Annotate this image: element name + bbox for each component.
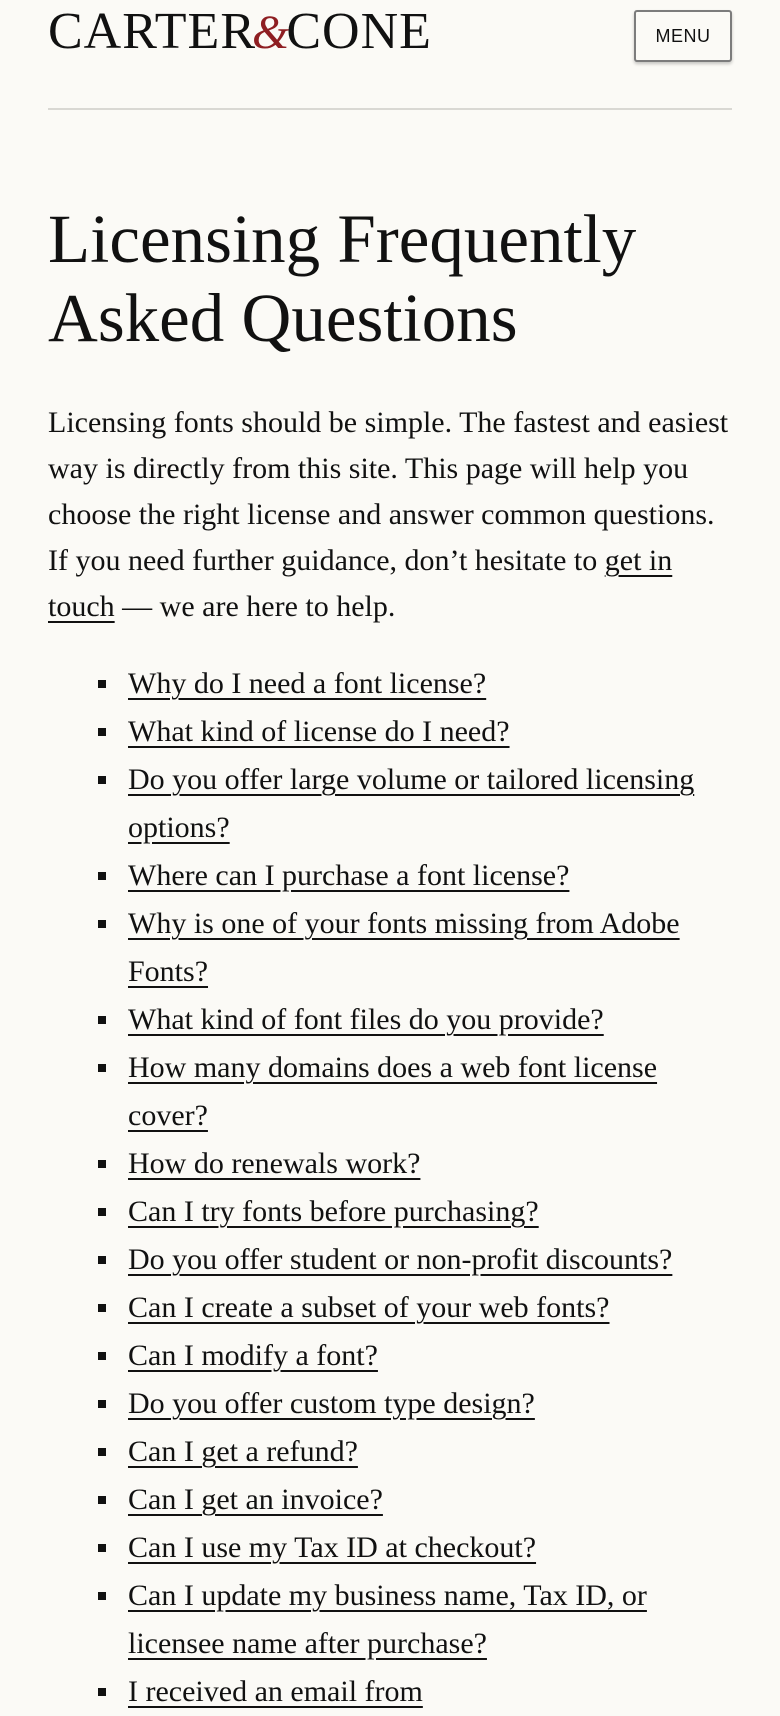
faq-link[interactable]: How do renewals work? <box>128 1147 421 1180</box>
faq-link[interactable]: What kind of font files do you provide? <box>128 1003 604 1036</box>
faq-item <box>128 1428 732 1476</box>
bullet-icon <box>98 920 106 928</box>
get-in-touch-link[interactable]: get in touch <box>48 544 673 623</box>
faq-list <box>48 660 732 1716</box>
faq-link[interactable]: Do you offer student or non-profit discounts? <box>128 1243 673 1276</box>
faq-item <box>128 708 732 756</box>
faq-link[interactable]: Do you offer custom type design? <box>128 1387 535 1420</box>
logo-text-carter: CARTER <box>48 3 257 60</box>
faq-link[interactable]: Where can I purchase a font license? <box>128 859 570 892</box>
bullet-icon <box>98 1352 106 1360</box>
bullet-icon <box>98 1544 106 1552</box>
faq-item <box>128 1380 732 1428</box>
bullet-icon <box>98 1400 106 1408</box>
bullet-icon <box>98 872 106 880</box>
faq-link[interactable]: Can I modify a font? <box>128 1339 378 1372</box>
faq-link[interactable]: Can I use my Tax ID at checkout? <box>128 1531 537 1564</box>
faq-link[interactable]: Can I create a subset of your web fonts? <box>128 1291 610 1324</box>
faq-link[interactable]: Can I get an invoice? <box>128 1483 383 1516</box>
bullet-icon <box>98 1256 106 1264</box>
site-header <box>48 0 732 110</box>
faq-item <box>128 1140 732 1188</box>
bullet-icon <box>98 776 106 784</box>
faq-link[interactable]: Can I get a refund? <box>128 1435 358 1468</box>
page-title: Licensing Frequently Asked Questions <box>48 201 637 356</box>
bullet-icon <box>98 1304 106 1312</box>
logo-text-cone: CONE <box>286 3 432 60</box>
faq-item <box>128 660 732 708</box>
faq-item <box>128 1572 732 1668</box>
bullet-icon <box>98 1592 106 1600</box>
faq-link[interactable]: Can I try fonts before purchasing? <box>128 1195 539 1228</box>
faq-item <box>128 1236 732 1284</box>
logo-ampersand: & <box>252 6 291 59</box>
faq-item <box>128 1044 732 1140</box>
faq-link[interactable]: Why do I need a font license? <box>128 667 487 700</box>
bullet-icon <box>98 728 106 736</box>
faq-item <box>128 900 732 996</box>
faq-item <box>128 1284 732 1332</box>
intro-text-after-link: — we are here to help. <box>114 590 396 623</box>
site-logo[interactable] <box>48 3 432 60</box>
faq-link[interactable]: I received an email from <box>128 1675 423 1708</box>
bullet-icon <box>98 1496 106 1504</box>
faq-item <box>128 996 732 1044</box>
bullet-icon <box>98 680 106 688</box>
bullet-icon <box>98 1016 106 1024</box>
bullet-icon <box>98 1688 106 1696</box>
faq-link[interactable]: Can I update my business name, Tax ID, or licensee name after purchase? <box>128 1579 647 1660</box>
faq-link[interactable]: Do you offer large volume or tailored licensing options? <box>128 763 695 844</box>
menu-button[interactable]: MENU <box>634 10 732 62</box>
faq-link[interactable]: How many domains does a web font license cover? <box>128 1051 658 1132</box>
faq-link[interactable]: Why is one of your fonts missing from Adobe Fonts? <box>128 907 680 988</box>
bullet-icon <box>98 1448 106 1456</box>
faq-item <box>128 1188 732 1236</box>
faq-item <box>128 1332 732 1380</box>
faq-link[interactable]: What kind of license do I need? <box>128 715 510 748</box>
bullet-icon <box>98 1064 106 1072</box>
faq-item <box>128 756 732 852</box>
faq-item <box>128 1524 732 1572</box>
main-content <box>48 200 732 1716</box>
faq-item <box>128 1476 732 1524</box>
intro-text-before-link: Licensing fonts should be simple. The fastest and easiest way is directly from this site. This page will help you choose the right license and answer common questions. If you need further guidance, don’t hesitate to <box>48 406 729 577</box>
intro-paragraph <box>48 400 732 630</box>
bullet-icon <box>98 1160 106 1168</box>
bullet-icon <box>98 1208 106 1216</box>
faq-item <box>128 852 732 900</box>
faq-item <box>128 1668 732 1716</box>
